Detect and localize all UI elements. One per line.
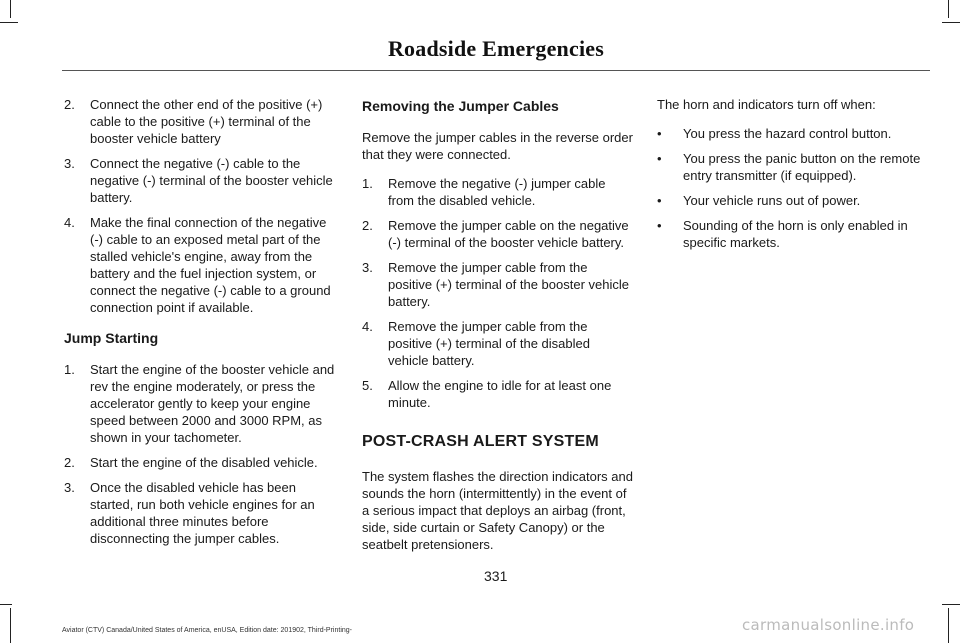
item-text: Once the disabled vehicle has been started, run both vehicle engines for an additional three minutes before disconnecting the jumper cables. <box>90 480 315 546</box>
connection-steps-list <box>64 96 338 316</box>
item-number: 2. <box>64 455 75 470</box>
list-item <box>362 318 634 369</box>
item-text: You press the hazard control button. <box>683 126 892 141</box>
bullet-icon: • <box>657 193 662 208</box>
column-right <box>657 96 932 259</box>
item-text: Allow the engine to idle for at least one minute. <box>388 378 612 410</box>
horn-off-intro: The horn and indicators turn off when: <box>657 97 876 112</box>
item-text: Your vehicle runs out of power. <box>683 193 861 208</box>
item-text: You press the panic button on the remote entry transmitter (if equipped). <box>683 151 921 183</box>
list-item <box>657 125 932 142</box>
item-number: 3. <box>64 480 75 495</box>
list-item <box>64 361 338 446</box>
removing-cables-list <box>362 175 634 411</box>
page-number: 331 <box>484 568 508 584</box>
list-item <box>362 175 634 209</box>
bullet-icon: • <box>657 218 662 233</box>
item-number: 1. <box>362 176 373 191</box>
crop-mark-bottom-right-h <box>942 604 960 605</box>
post-crash-alert-paragraph: The system flashes the direction indicators and sounds the horn (intermittently) in the event of a serious impact that deploys an airbag (front, side, side curtain or Safety Canopy) or the seatbelt pretensioners. <box>362 469 633 552</box>
item-text: Make the final connection of the negative (-) cable to an exposed metal part of the stalled vehicle's engine, away from the battery and the fuel injection system, or connect the negative (-) cable to a ground connection point if available. <box>90 215 331 315</box>
jump-starting-heading: Jump Starting <box>64 330 159 346</box>
item-number: 3. <box>64 156 75 171</box>
item-text: Start the engine of the booster vehicle and rev the engine moderately, or press the accelerator gently to keep your engine speed between 2000 and 3000 RPM, as shown in your tachometer. <box>90 362 335 445</box>
crop-mark-top-left-v <box>10 0 11 18</box>
list-item <box>64 454 338 471</box>
list-item <box>64 155 338 206</box>
item-text: Remove the jumper cable from the positive (+) terminal of the disabled vehicle battery. <box>388 319 590 368</box>
page-title: Roadside Emergencies <box>387 36 604 61</box>
removing-cables-heading: Removing the Jumper Cables <box>362 98 559 114</box>
item-number: 1. <box>64 362 75 377</box>
list-item <box>362 217 634 251</box>
list-item <box>362 259 634 310</box>
crop-mark-top-right-v <box>948 0 949 18</box>
footer-edition-text: Aviator (CTV) Canada/United States of America, enUSA, Edition date: 201902, Third-Printing- <box>62 627 353 634</box>
item-text: Remove the jumper cable from the positive (+) terminal of the booster vehicle battery. <box>388 260 629 309</box>
removing-cables-intro: Remove the jumper cables in the reverse order that they were connected. <box>362 130 633 162</box>
item-number: 2. <box>64 97 75 112</box>
crop-mark-bottom-left-h <box>0 604 12 605</box>
list-item <box>657 192 932 209</box>
jump-starting-list <box>64 361 338 547</box>
item-number: 3. <box>362 260 373 275</box>
list-item <box>657 217 932 251</box>
list-item <box>64 479 338 547</box>
crop-mark-bottom-right-v <box>948 608 949 643</box>
bullet-icon: • <box>657 151 662 166</box>
post-crash-alert-heading: POST-CRASH ALERT SYSTEM <box>362 433 599 450</box>
item-number: 5. <box>362 378 373 393</box>
bullet-icon: • <box>657 126 662 141</box>
list-item <box>657 150 932 184</box>
item-text: Remove the jumper cable on the negative (-) terminal of the booster vehicle battery. <box>388 218 629 250</box>
crop-mark-top-left-h <box>0 22 18 23</box>
item-number: 2. <box>362 218 373 233</box>
column-left <box>64 96 338 555</box>
item-number: 4. <box>362 319 373 334</box>
item-text: Sounding of the horn is only enabled in specific markets. <box>683 218 908 250</box>
item-text: Remove the negative (-) jumper cable from the disabled vehicle. <box>388 176 606 208</box>
crop-mark-bottom-left-v <box>10 608 11 643</box>
column-middle <box>362 96 634 565</box>
crop-mark-top-right-h <box>942 22 960 23</box>
list-item <box>64 214 338 316</box>
item-text: Connect the negative (-) cable to the negative (-) terminal of the booster vehicle battery. <box>90 156 333 205</box>
list-item <box>64 96 338 147</box>
item-number: 4. <box>64 215 75 230</box>
list-item <box>362 377 634 411</box>
horn-off-bullets <box>657 125 932 251</box>
item-text: Start the engine of the disabled vehicle. <box>90 455 318 470</box>
header-rule <box>62 70 930 71</box>
watermark: carmanualsonline.info <box>742 616 915 634</box>
item-text: Connect the other end of the positive (+) cable to the positive (+) terminal of the booster vehicle battery <box>90 97 323 146</box>
